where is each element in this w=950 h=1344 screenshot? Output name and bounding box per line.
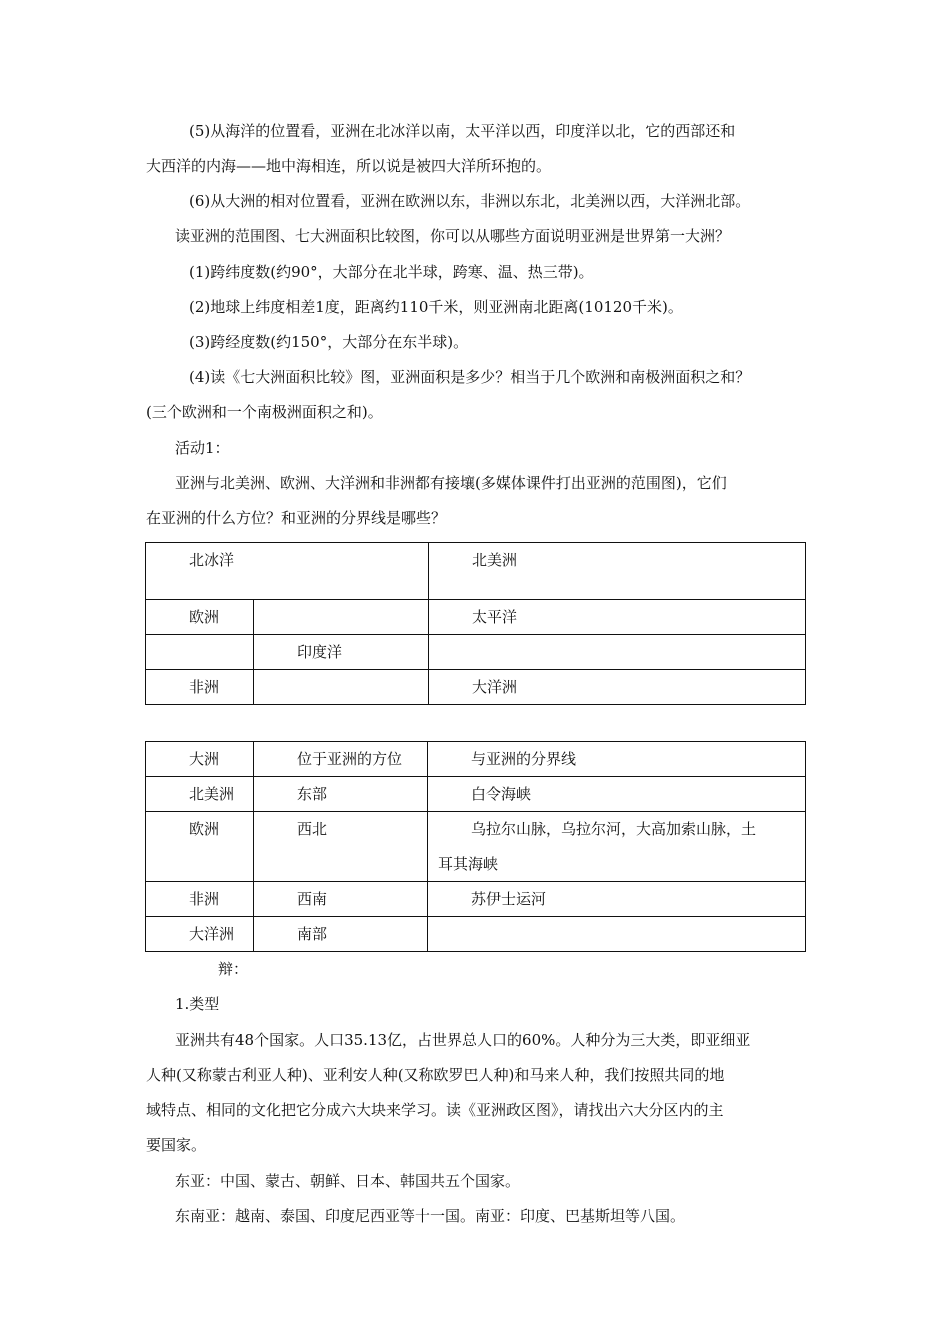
paragraph-ocean-position: (5)从海洋的位置看，亚洲在北冰洋以南，太平洋以西，印度洋以北，它的西部还和 bbox=[189, 122, 736, 140]
header-boundary: 与亚洲的分界线 bbox=[428, 742, 806, 777]
paragraph-distance: (2)地球上纬度相差1度，距离约110千米，则亚洲南北距离(10120千米)。 bbox=[189, 298, 683, 316]
cell-boundary bbox=[428, 917, 806, 952]
cell-oceania: 大洋洲 bbox=[429, 670, 806, 705]
cell-direction: 东部 bbox=[254, 777, 428, 812]
cell-direction: 西南 bbox=[254, 882, 428, 917]
cell-direction: 西北 bbox=[254, 812, 428, 882]
table-header-row bbox=[146, 742, 806, 777]
cell-boundary: 乌拉尔山脉，乌拉尔河，大高加索山脉，土 耳其海峡 bbox=[428, 812, 806, 882]
cell-europe: 欧洲 bbox=[146, 600, 254, 635]
cell-center-empty bbox=[254, 600, 429, 635]
table-row bbox=[146, 812, 806, 882]
paragraph-population-cont1: 人种(又称蒙古利亚人种)、亚利安人种(又称欧罗巴人种)和马来人种，我们按照共同的地 bbox=[146, 1066, 725, 1084]
cell-boundary: 苏伊士运河 bbox=[428, 882, 806, 917]
paragraph-activity-text-cont: 在亚洲的什么方位？和亚洲的分界线是哪些？ bbox=[146, 509, 447, 527]
cell-north-ocean: 北冰洋 bbox=[146, 543, 429, 600]
table-row bbox=[146, 777, 806, 812]
paragraph-latitude: (1)跨纬度数(约90°，大部分在北半球，跨寒、温、热三带)。 bbox=[189, 263, 594, 281]
paragraph-ocean-position-cont: 大西洋的内海——地中海相连，所以说是被四大洋所环抱的。 bbox=[146, 157, 552, 175]
label-debate: 辩： bbox=[218, 960, 249, 978]
cell-pacific: 太平洋 bbox=[429, 600, 806, 635]
cell-continent: 非洲 bbox=[146, 882, 254, 917]
boundaries-table bbox=[145, 741, 806, 952]
cell-empty-right bbox=[429, 635, 806, 670]
paragraph-population: 亚洲共有48个国家。人口35.13亿，占世界总人口的60%。人种分为三大类，即亚细亚 bbox=[175, 1031, 751, 1049]
table-row bbox=[146, 917, 806, 952]
cell-continent: 大洋洲 bbox=[146, 917, 254, 952]
table-row bbox=[146, 882, 806, 917]
paragraph-continent-position: (6)从大洲的相对位置看，亚洲在欧洲以东，非洲以东北，北美洲以西，大洋洲北部。 bbox=[189, 192, 751, 210]
heading-types: 1.类型 bbox=[175, 995, 220, 1013]
cell-continent: 北美洲 bbox=[146, 777, 254, 812]
cell-boundary: 白令海峡 bbox=[428, 777, 806, 812]
paragraph-question: 读亚洲的范围图、七大洲面积比较图，你可以从哪些方面说明亚洲是世界第一大洲？ bbox=[175, 227, 731, 245]
cell-continent: 欧洲 bbox=[146, 812, 254, 882]
cell-africa: 非洲 bbox=[146, 670, 254, 705]
cell-empty-middle bbox=[254, 670, 429, 705]
paragraph-activity-text: 亚洲与北美洲、欧洲、大洋洲和非洲都有接壤(多媒体课件打出亚洲的范围图)，它们 bbox=[175, 474, 727, 492]
heading-activity-1: 活动1： bbox=[175, 439, 230, 457]
header-direction: 位于亚洲的方位 bbox=[254, 742, 428, 777]
paragraph-population-cont2: 域特点、相同的文化把它分成六大块来学习。读《亚洲政区图》，请找出六大分区内的主 bbox=[146, 1101, 724, 1119]
paragraph-area: (4)读《七大洲面积比较》图，亚洲面积是多少？相当于几个欧洲和南极洲面积之和？ bbox=[189, 368, 751, 386]
paragraph-population-cont3: 要国家。 bbox=[146, 1136, 207, 1154]
cell-north-america: 北美洲 bbox=[429, 543, 806, 600]
paragraph-area-answer: (三个欧洲和一个南极洲面积之和)。 bbox=[146, 403, 383, 421]
cell-indian-ocean: 印度洋 bbox=[254, 635, 429, 670]
paragraph-east-asia: 东亚：中国、蒙古、朝鲜、日本、韩国共五个国家。 bbox=[175, 1172, 521, 1190]
paragraph-longitude: (3)跨经度数(约150°，大部分在东半球)。 bbox=[189, 333, 469, 351]
surroundings-table bbox=[145, 542, 806, 705]
paragraph-southeast-south-asia: 东南亚：越南、泰国、印度尼西亚等十一国。南亚：印度、巴基斯坦等八国。 bbox=[175, 1207, 686, 1225]
cell-direction: 南部 bbox=[254, 917, 428, 952]
header-continent: 大洲 bbox=[146, 742, 254, 777]
cell-empty-left bbox=[146, 635, 254, 670]
